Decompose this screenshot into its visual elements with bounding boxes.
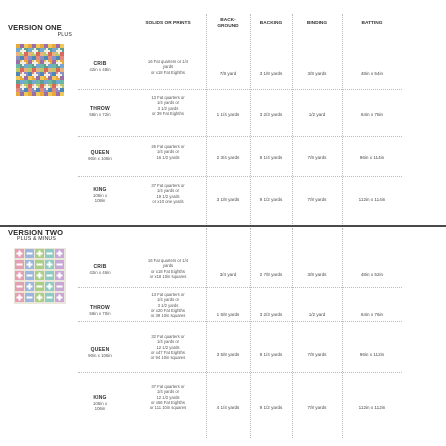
quilt-patch [60, 88, 64, 92]
quilt-patch [57, 264, 63, 266]
quilt-patch [28, 76, 32, 80]
v2-crib-binding: 3/8 yards [307, 272, 327, 277]
quilt-patch [60, 68, 64, 72]
v1-king-size [70, 187, 130, 204]
v1-queen-solids [130, 144, 206, 160]
quilt-patch [60, 76, 64, 80]
solids-line: yards [162, 64, 174, 70]
quilt-patch [37, 264, 43, 266]
column-divider [250, 14, 251, 224]
quilt-patch [24, 44, 28, 48]
quilt-patch [40, 56, 44, 60]
solids-line: 19 1/2 yards [156, 193, 180, 199]
version-one-quilt-image [16, 44, 64, 96]
quilt-patch [28, 84, 32, 88]
v2-queen-solids [130, 334, 206, 360]
quilt-patch [20, 50, 26, 52]
solids-line: or x47 Fat Eighths [151, 349, 185, 355]
quilt-patch [20, 62, 26, 64]
quilt-patch [17, 297, 23, 299]
quilt-patch [16, 72, 20, 76]
quilt-patch [24, 52, 28, 56]
v1-crib-backing: 3 1/8 yards [259, 71, 283, 76]
quilt-patch [24, 80, 28, 84]
quilt-patch [32, 68, 36, 72]
version-two-quilt-image [14, 248, 66, 304]
quilt-patch [27, 297, 33, 299]
header-batting: BATTING [361, 21, 383, 27]
quilt-patch [52, 56, 56, 60]
v1-crib-background: 7/8 yard [219, 71, 237, 76]
header-backing: BACKING [259, 21, 283, 27]
quilt-patch [60, 80, 64, 84]
header-binding: BINDING [306, 21, 328, 27]
solids-line: 16 Fat quarters or 1/4 [147, 258, 189, 263]
v1-throw-size [70, 106, 130, 117]
quilt-patch [60, 92, 64, 96]
v1-queen-size [70, 150, 130, 161]
quilt-patch [28, 68, 32, 72]
quilt-patch [56, 62, 62, 64]
quilt-patch [16, 68, 20, 72]
quilt-patch [16, 92, 20, 96]
v1-king-background: 3 1/8 yards [216, 197, 240, 202]
quilt-patch [56, 44, 60, 48]
column-divider [292, 14, 293, 224]
quilt-patch [40, 68, 44, 72]
quilt-patch [24, 68, 28, 72]
v2-king-binding: 7/8 yards [307, 405, 327, 410]
v2-crib-solids [130, 258, 206, 279]
v2-king-size [70, 395, 130, 412]
row-divider [78, 321, 402, 322]
quilt-patch [47, 297, 53, 299]
v2-throw-background: 1 5/8 yards [216, 312, 240, 317]
v2-king-backing: 9 1/2 yards [259, 405, 283, 410]
quilt-patch [24, 92, 28, 96]
quilt-patch [16, 88, 20, 92]
row-divider [78, 372, 402, 373]
solids-line: 16 Fat quarters or 1/4 [147, 59, 189, 64]
quilt-patch [37, 286, 43, 288]
solids-line: 3 1/2 yards [157, 105, 179, 111]
quilt-patch [20, 74, 26, 76]
size-dims: 106in x [92, 193, 108, 198]
quilt-patch [20, 86, 26, 88]
v1-queen-batting: 96in x 114in [359, 155, 385, 160]
size-label: CRIB [93, 264, 107, 270]
v2-throw-size [70, 305, 130, 316]
quilt-patch [28, 52, 32, 56]
row-divider [78, 287, 402, 288]
solids-line: or 94 10in squares [150, 355, 186, 361]
quilt-patch [56, 74, 62, 76]
quilt-patch [52, 60, 56, 64]
solids-line: 32 Fat quarters or [151, 334, 185, 339]
quilt-patch [48, 44, 52, 48]
v1-crib-solids [130, 59, 206, 75]
quilt-patch [36, 68, 40, 72]
size-dims: 42in x 46in [89, 270, 111, 275]
solids-line: 3 1/2 yards [157, 302, 179, 308]
quilt-patch [16, 52, 20, 56]
quilt-patch [48, 76, 52, 80]
quilt-patch [20, 68, 24, 72]
v1-throw-backing: 3 2/3 yards [259, 112, 283, 117]
quilt-patch [16, 80, 20, 84]
size-dims: 106in x [92, 401, 108, 406]
solids-line: 16 1/2 yards [156, 154, 180, 160]
quilt-patch [32, 50, 38, 52]
solids-line: 1/4 yards or [156, 389, 180, 395]
solids-line: 1/4 yards or [156, 297, 180, 303]
quilt-patch [44, 68, 48, 72]
v1-queen-binding: 7/8 yards [307, 155, 327, 160]
quilt-patch [48, 80, 52, 84]
v2-queen-background: 3 5/8 yards [216, 352, 240, 357]
quilt-patch [60, 52, 64, 56]
quilt-patch [32, 62, 38, 64]
v1-king-binding: 7/8 yards [307, 197, 327, 202]
quilt-patch [40, 88, 44, 92]
quilt-patch [48, 52, 52, 56]
quilt-patch [60, 44, 64, 48]
row-divider [78, 136, 402, 137]
quilt-patch [40, 72, 44, 76]
quilt-patch [28, 72, 32, 76]
size-dims: 58in x 70in [89, 311, 111, 316]
quilt-patch [47, 286, 53, 288]
v1-king-batting: 112in x 114in [358, 197, 386, 202]
size-label: KING [93, 187, 107, 193]
solids-line: 12 1/2 yards [156, 394, 180, 400]
quilt-patch [57, 275, 63, 277]
quilt-patch [17, 253, 23, 255]
quilt-patch [44, 74, 50, 76]
quilt-patch [56, 68, 60, 72]
solids-line: or 39 Fat Eighths [152, 110, 184, 116]
quilt-patch [56, 50, 62, 52]
quilt-patch [16, 76, 20, 80]
header-background-line1: BACK- [220, 18, 236, 24]
quilt-patch [36, 88, 40, 92]
column-divider [342, 14, 343, 224]
quilt-patch [57, 286, 63, 288]
solids-line: or 39 10in squares [150, 313, 186, 319]
quilt-patch [48, 92, 52, 96]
quilt-patch [32, 92, 36, 96]
quilt-patch [28, 64, 32, 68]
column-divider [206, 14, 207, 224]
quilt-patch [44, 44, 48, 48]
solids-line: 1/4 yards or [156, 149, 180, 155]
quilt-patch [32, 74, 38, 76]
v2-throw-batting: 64in x 76in [360, 312, 384, 317]
v2-crib-backing: 2 7/8 yards [259, 272, 283, 277]
quilt-patch [52, 44, 56, 48]
version-divider [0, 225, 446, 227]
quilt-patch [52, 88, 56, 92]
quilt-patch [40, 60, 44, 64]
quilt-patch [28, 88, 32, 92]
quilt-patch [48, 88, 52, 92]
version-one-subtitle: PLUS [57, 32, 72, 38]
quilt-patch [28, 80, 32, 84]
quilt-patch [36, 80, 40, 84]
v2-crib-size [70, 264, 130, 275]
v2-queen-size [70, 347, 130, 358]
quilt-patch [60, 64, 64, 68]
v2-throw-backing: 3 2/3 yards [259, 312, 283, 317]
quilt-patch [28, 44, 32, 48]
quilt-patch [36, 52, 40, 56]
quilt-patch [24, 56, 28, 60]
quilt-patch [40, 52, 44, 56]
quilt-patch [44, 62, 50, 64]
quilt-patch [47, 275, 53, 277]
solids-line: or x18 Fat Eighths [151, 268, 185, 274]
quilt-patch [48, 56, 52, 60]
quilt-patch [48, 68, 52, 72]
v1-throw-background: 1 1/4 yards [216, 112, 240, 117]
v2-king-background: 4 1/4 yards [216, 405, 240, 410]
size-dims: 90in x 108in [88, 156, 112, 161]
quilt-patch [52, 72, 56, 76]
v1-queen-background: 2 3/4 yards [216, 155, 240, 160]
quilt-patch [24, 76, 28, 80]
quilt-patch [27, 275, 33, 277]
size-label: QUEEN [90, 150, 110, 156]
solids-line: or x20 Fat Eighths [151, 307, 185, 313]
quilt-patch [32, 80, 36, 84]
solids-line: or x18 Fat Eighths [151, 69, 185, 75]
v1-throw-binding: 1/2 yard [308, 112, 326, 117]
quilt-patch [52, 84, 56, 88]
quilt-patch [40, 76, 44, 80]
quilt-patch [52, 48, 56, 52]
quilt-patch [32, 86, 38, 88]
solids-line: 1/4 yards or [156, 100, 180, 106]
quilt-patch [16, 84, 20, 88]
row-divider [78, 176, 402, 177]
solids-line: 1/4 yards or [156, 188, 180, 194]
quilt-patch [36, 56, 40, 60]
quilt-patch [47, 264, 53, 266]
quilt-patch [37, 275, 43, 277]
solids-line: or 111 10in squares [149, 405, 187, 411]
quilt-patch [16, 64, 20, 68]
quilt-patch [52, 64, 56, 68]
v1-queen-backing: 8 1/4 yards [259, 155, 283, 160]
quilt-patch [20, 44, 24, 48]
quilt-patch [32, 56, 36, 60]
quilt-patch [44, 50, 50, 52]
version-one-title: VERSION ONE [8, 23, 62, 32]
size-label: CRIB [93, 61, 107, 67]
solids-line: 37 Fat quarters or [151, 183, 185, 188]
quilt-patch [28, 48, 32, 52]
v1-crib-size [70, 61, 130, 72]
v1-throw-batting: 64in x 78in [360, 112, 384, 117]
quilt-patch [40, 48, 44, 52]
v1-king-backing: 9 1/2 yards [259, 197, 283, 202]
quilt-patch [56, 80, 60, 84]
quilt-patch [32, 44, 36, 48]
quilt-patch [37, 253, 43, 255]
size-dims: 42in x 48in [89, 67, 111, 72]
quilt-patch [44, 86, 50, 88]
quilt-patch [40, 84, 44, 88]
size-label: THROW [90, 305, 110, 311]
quilt-patch [36, 44, 40, 48]
quilt-patch [52, 92, 56, 96]
size-label: THROW [90, 106, 110, 112]
quilt-patch [57, 297, 63, 299]
quilt-patch [16, 44, 20, 48]
solids-line: 13 Fat quarters or [151, 292, 185, 297]
quilt-patch [44, 92, 48, 96]
v1-throw-solids [130, 95, 206, 116]
quilt-patch [57, 253, 63, 255]
version-two-subtitle: PLUS & MINUS [17, 236, 57, 242]
solids-line: 37 Fat quarters or [151, 384, 185, 389]
header-background-line2: GROUND [217, 24, 239, 29]
quilt-patch [40, 92, 44, 96]
quilt-patch [56, 86, 62, 88]
v2-throw-solids [130, 292, 206, 318]
v2-queen-binding: 7/8 yards [307, 352, 327, 357]
size-dims: 58in x 72in [89, 112, 111, 117]
v1-king-solids [130, 183, 206, 204]
solids-line: 12 1/2 yards [156, 344, 180, 350]
quilt-patch [20, 56, 24, 60]
quilt-patch [27, 264, 33, 266]
v2-queen-batting: 96in x 112in [359, 352, 385, 357]
quilt-patch [44, 80, 48, 84]
quilt-patch [17, 264, 23, 266]
quilt-patch [20, 80, 24, 84]
solids-line: 26 Fat quarters or [151, 144, 185, 149]
quilt-patch [36, 64, 40, 68]
v2-king-solids [130, 384, 206, 410]
quilt-patch [52, 68, 56, 72]
solids-line: 13 Fat quarters or [151, 95, 185, 100]
quilt-patch [37, 297, 43, 299]
quilt-patch [40, 80, 44, 84]
row-divider [78, 89, 402, 90]
quilt-patch [27, 253, 33, 255]
solids-line: 1/4 yards or [156, 339, 180, 345]
quilt-patch [20, 92, 24, 96]
solids-line: or x56 Fat Eighths [151, 399, 185, 405]
quilt-patch [56, 92, 60, 96]
quilt-patch [28, 56, 32, 60]
header-solids: SOLIDS OR PRINTS [145, 21, 191, 27]
v1-crib-binding: 3/8 yards [307, 71, 327, 76]
quilt-patch [17, 286, 23, 288]
quilt-patch [56, 56, 60, 60]
quilt-patch [40, 64, 44, 68]
quilt-patch [60, 56, 64, 60]
quilt-patch [28, 92, 32, 96]
quilt-patch [24, 64, 28, 68]
quilt-patch [24, 88, 28, 92]
quilt-patch [47, 253, 53, 255]
v2-throw-binding: 1/2 yard [308, 312, 326, 317]
solids-line: or x18 10in squares [149, 273, 187, 279]
quilt-patch [52, 52, 56, 56]
quilt-patch [36, 76, 40, 80]
header-background [206, 14, 250, 34]
quilt-patch [44, 56, 48, 60]
quilt-patch [17, 275, 23, 277]
quilt-patch [28, 60, 32, 64]
v1-crib-batting: 48in x 54in [360, 71, 384, 76]
version-two-title: VERSION TWO [8, 228, 64, 237]
size-dims: 108in [94, 198, 106, 204]
solids-line: yards [162, 263, 174, 269]
v2-queen-backing: 8 1/4 yards [259, 352, 283, 357]
solids-line: or x10 one yards [152, 198, 184, 204]
quilt-patch [16, 56, 20, 60]
v2-king-batting: 112in x 112in [358, 405, 386, 410]
quilt-patch [52, 76, 56, 80]
size-dims: 90in x 106in [88, 353, 112, 358]
quilt-patch [27, 286, 33, 288]
v2-crib-background: 3/4 yard [219, 272, 237, 277]
quilt-patch [36, 92, 40, 96]
size-dims: 106in [94, 406, 106, 412]
quilt-patch [16, 60, 20, 64]
size-label: QUEEN [90, 347, 110, 353]
quilt-patch [16, 48, 20, 52]
quilt-patch [40, 44, 44, 48]
quilt-patch [52, 80, 56, 84]
quilt-patch [48, 64, 52, 68]
v2-crib-batting: 48in x 52in [360, 272, 384, 277]
size-label: KING [93, 395, 107, 401]
